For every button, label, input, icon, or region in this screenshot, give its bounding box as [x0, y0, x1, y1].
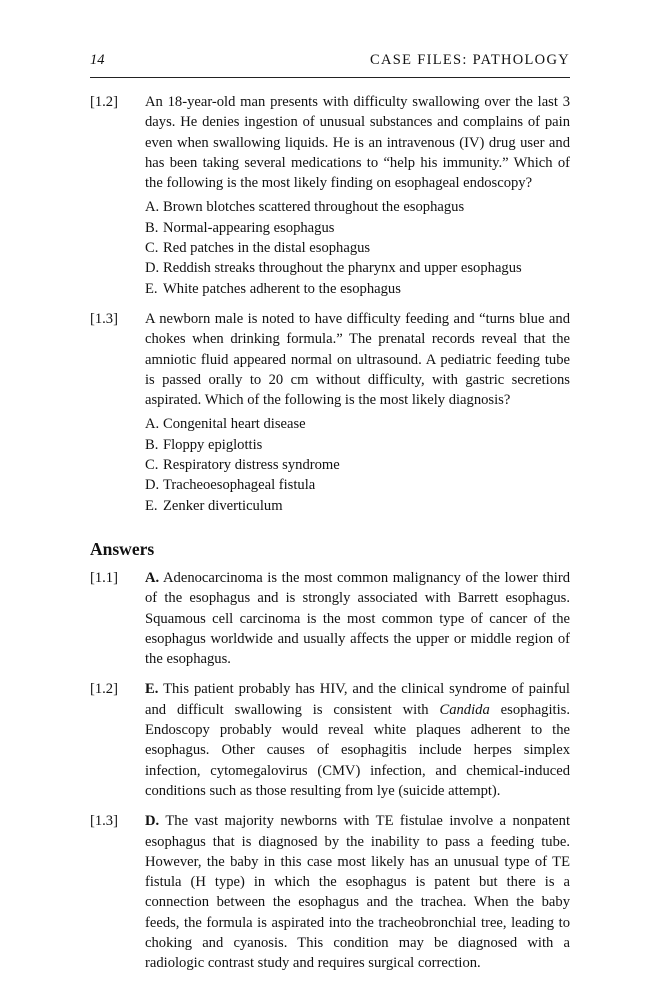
book-title: CASE FILES: PATHOLOGY	[370, 52, 570, 68]
choice-text: Zenker diverticulum	[163, 497, 283, 514]
choice-letter: C.	[145, 240, 159, 257]
choice-text: Tracheoesophageal fistula	[163, 477, 316, 494]
choice-b	[145, 435, 570, 455]
answer-number: [1.1]	[90, 569, 118, 586]
answers-heading: Answers	[90, 538, 155, 559]
choice-text: Normal-appearing esophagus	[163, 219, 335, 236]
choice-e	[145, 496, 570, 516]
choice-text: Congenital heart disease	[163, 416, 306, 433]
running-head	[90, 52, 570, 74]
choice-text: Floppy epiglottis	[163, 436, 263, 453]
answer-letter: D.	[145, 813, 160, 830]
choice-b	[145, 218, 570, 238]
choice-d	[145, 258, 570, 278]
choice-letter: C.	[145, 457, 159, 474]
answer-choices	[145, 414, 570, 515]
answer-choices	[145, 197, 570, 298]
choice-text: Reddish streaks throughout the pharynx and upper esophagus	[163, 260, 522, 277]
question-number: [1.2]	[90, 94, 118, 110]
answer-explanation: Adenocarcinoma is the most common malignancy of the lower third of the esophagus and is strongly associated with Barrett esophagus. Squamous cell carcinoma is the most common type of cancer of the esophagus worldwide and usually affects the upper or middle region of the esophagus.	[145, 569, 571, 668]
choice-c	[145, 455, 570, 475]
choice-c	[145, 238, 570, 258]
choice-d	[145, 475, 570, 495]
answer-number: [1.3]	[90, 813, 118, 830]
choice-letter: B.	[145, 219, 159, 236]
answer-letter: E.	[145, 681, 159, 698]
answer-1-2	[90, 679, 570, 801]
choice-text: Red patches in the distal esophagus	[163, 240, 371, 257]
choice-a	[145, 414, 570, 434]
choice-text: White patches adherent to the esophagus	[163, 280, 401, 297]
answer-letter: A.	[145, 569, 160, 586]
choice-letter: A.	[145, 199, 160, 216]
choice-letter: B.	[145, 436, 159, 453]
answer-number: [1.2]	[90, 681, 118, 698]
question-stem: A newborn male is noted to have difficulty feeding and “turns blue and chokes when drinking formula.” The prenatal records reveal that the amniotic fluid appeared normal on ultrasound. A pediatric feeding tube is passed orally to 20 cm without difficulty, with gastric secretions aspirated. Which of the following is the most likely diagnosis?	[145, 310, 570, 409]
choice-a	[145, 197, 570, 217]
choice-e	[145, 279, 570, 299]
page-content	[90, 92, 570, 974]
page-number: 14	[90, 52, 105, 68]
question-1-3	[90, 309, 570, 516]
header-rule	[90, 77, 570, 78]
answer-explanation: This patient probably has HIV, and the clinical syndrome of painful and difficult swallowing is consistent with	[145, 681, 570, 718]
question-number: [1.3]	[90, 310, 118, 327]
question-stem: An 18-year-old man presents with difficulty swallowing over the last 3 days. He denies ingestion of unusual substances and complains of pain even when swallowing liquids. He is an intravenous (IV) drug user and has been taking several medications to “help his immunity.” Which of the following is the most likely finding on esophageal endoscopy?	[145, 94, 570, 192]
answer-1-1	[90, 568, 570, 669]
choice-text: Brown blotches scattered throughout the esophagus	[163, 199, 465, 216]
choice-letter: D.	[145, 260, 160, 277]
question-1-2	[90, 92, 570, 299]
choice-letter: E.	[145, 497, 158, 514]
choice-text: Respiratory distress syndrome	[163, 457, 340, 474]
answer-explanation: The vast majority newborns with TE fistulae involve a nonpatent esophagus that is diagnosed by the inability to pass a feeding tube. However, the baby in this case most likely has an unusual type of TE fistula (H type) in which the esophagus is patent but there is a connection between the esophagus and the trachea. When the baby feeds, the formula is aspirated into the tracheobronchial tree, leading to choking and cyanosis. This condition may be diagnosed with a radiologic contrast study and requires surgical correction.	[145, 813, 570, 972]
organism-name: Candida	[439, 701, 490, 718]
answer-1-3	[90, 811, 570, 973]
choice-letter: A.	[145, 416, 160, 433]
choice-letter: D.	[145, 477, 160, 494]
choice-letter: E.	[145, 280, 158, 297]
answer-explanation-continued: esophagitis. Endoscopy probably would reveal white plaques adherent to the esophagus. Other causes of esophagitis include herpes simplex infection, cytomegalovirus (CMV) infection, and chemical-induced conditions such as those resulting from lye (suicide attempt).	[145, 701, 570, 799]
